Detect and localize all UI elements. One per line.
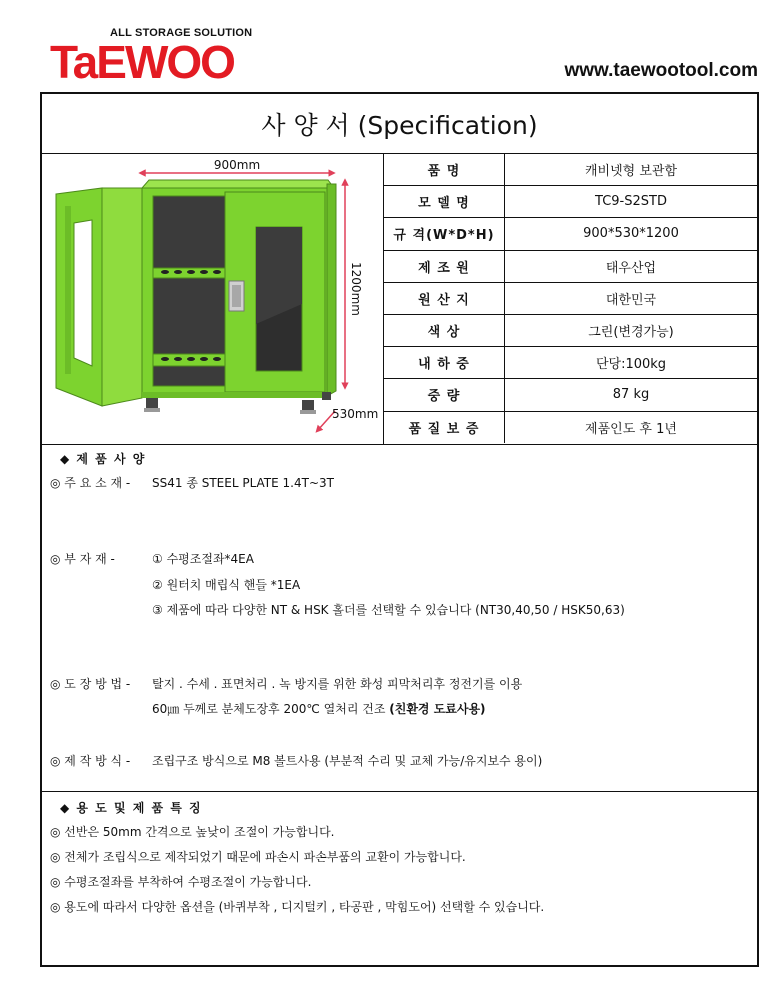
- spec-value: 900*530*1200: [505, 218, 758, 250]
- spec-value: 87 kg: [505, 379, 758, 411]
- section-title: ◆ 용 도 및 제 품 특 징: [60, 801, 203, 815]
- taewoo-logo: [50, 36, 240, 84]
- spec-table: [384, 154, 757, 443]
- spec-value: 그린(변경가능): [505, 314, 758, 346]
- material-line: [50, 474, 334, 491]
- spec-value: 대한민국: [505, 282, 758, 314]
- spec-key: 중 량: [384, 379, 505, 411]
- brand-tagline: ALL STORAGE SOLUTION: [110, 27, 253, 39]
- spec-value: 캐비넷형 보관함: [505, 154, 758, 186]
- logo-wordmark: TaEWOO: [50, 36, 234, 84]
- coating-label: ◎ 도 장 방 법 -: [50, 677, 131, 691]
- depth-label: 530mm: [332, 407, 379, 421]
- spec-value: 태우산업: [505, 250, 758, 282]
- list-item: ◎ 용도에 따라서 다양한 옵션을 (바퀴부착 , 디지털키 , 타공판 , 막힘도어) 선택할 수 있습니다.: [50, 900, 545, 914]
- table-row: [384, 250, 757, 282]
- table-row: [384, 154, 757, 186]
- spec-value: TC9-S2STD: [505, 186, 758, 218]
- list-item: ◎ 선반은 50mm 간격으로 높낮이 조절이 가능합니다.: [50, 825, 335, 839]
- table-row: [384, 379, 757, 411]
- section-title: ◆ 제 품 사 양: [60, 452, 146, 466]
- page-header: [0, 0, 780, 92]
- coating-line-2: [152, 700, 486, 717]
- spec-key: 품 질 보 증: [384, 411, 505, 443]
- spec-key: 모 델 명: [384, 186, 505, 218]
- cabinet-body: [56, 180, 336, 414]
- product-spec-section: [42, 446, 757, 792]
- material-value: SS41 종 STEEL PLATE 1.4T~3T: [152, 476, 334, 490]
- build-label: ◎ 제 작 방 식 -: [50, 754, 131, 768]
- eco-paint-note: (친환경 도료사용): [389, 702, 486, 716]
- parts-item: ③ 제품에 따라 다양한 NT & HSK 홀더를 선택할 수 있습니다 (NT30,40,50 / HSK50,63): [152, 603, 625, 617]
- spec-sheet: [40, 92, 759, 967]
- list-item: ◎ 수평조절좌를 부착하여 수평조절이 가능합니다.: [50, 875, 312, 889]
- product-overview: [42, 154, 757, 445]
- parts-line: [50, 550, 254, 567]
- spec-key: 원 산 지: [384, 282, 505, 314]
- build-value: 조립구조 방식으로 M8 볼트사용 (부분적 수리 및 교체 가능/유지보수 용이): [152, 754, 543, 768]
- build-line: [50, 752, 542, 769]
- product-image-cell: [42, 154, 384, 444]
- usage-features-section: [42, 794, 757, 965]
- parts-item: ② 원터치 매립식 핸들 *1EA: [152, 578, 301, 592]
- website-url[interactable]: www.taewootool.com: [564, 60, 758, 81]
- list-item: ◎ 전체가 조립식으로 제작되었기 때문에 파손시 파손부품의 교환이 가능합니다.: [50, 850, 466, 864]
- parts-label: ◎ 부 자 재 -: [50, 552, 115, 566]
- coating-value: 탈지 . 수세 . 표면처리 . 녹 방지를 위한 화성 피막처리후 정전기를 이용: [152, 677, 523, 691]
- spec-key: 내 하 중: [384, 347, 505, 379]
- spec-key: 품 명: [384, 154, 505, 186]
- table-row: [384, 411, 757, 443]
- cabinet-illustration: [42, 154, 383, 444]
- material-label: ◎ 주 요 소 재 -: [50, 476, 131, 490]
- table-row: [384, 282, 757, 314]
- height-label: 1200mm: [349, 262, 363, 316]
- spec-value: 단당:100kg: [505, 347, 758, 379]
- spec-key: 규 격(W*D*H): [384, 218, 505, 250]
- coating-line: [50, 675, 522, 692]
- coating-value-2: 60㎛ 두께로 분체도장후 200℃ 열처리 건조: [152, 702, 386, 716]
- table-row: [384, 218, 757, 250]
- parts-item: ① 수평조절좌*4EA: [152, 552, 254, 566]
- spec-key: 제 조 원: [384, 250, 505, 282]
- spec-value: 제품인도 후 1년: [585, 421, 677, 437]
- table-row: [384, 186, 757, 218]
- spec-key: 색 상: [384, 314, 505, 346]
- table-row: [384, 347, 757, 379]
- table-row: [384, 314, 757, 346]
- document-title: 사 양 서 (Specification): [42, 94, 757, 154]
- width-label: 900mm: [213, 158, 261, 172]
